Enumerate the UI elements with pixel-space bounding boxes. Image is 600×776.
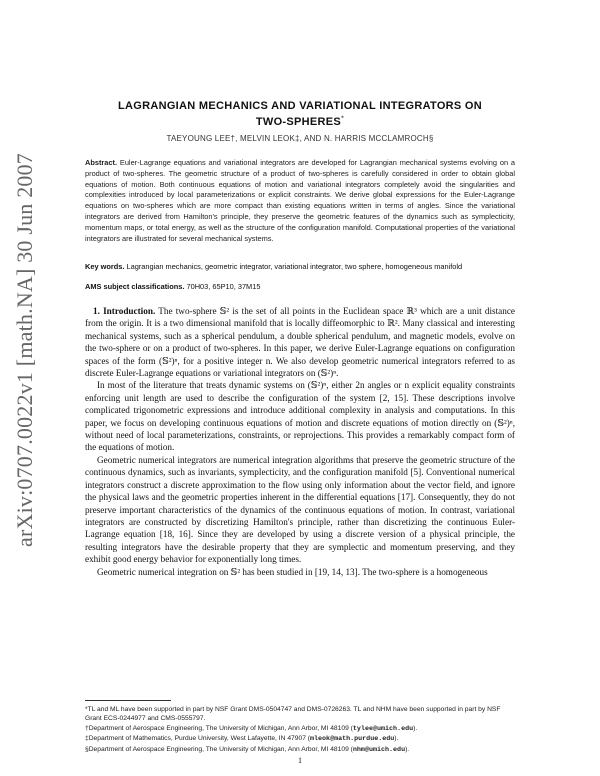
- footnote-author-3-email[interactable]: nhm@umich.edu: [352, 745, 406, 754]
- footnote-author-2-affil: ‡Department of Mathematics, Purdue University, West Lafayette, IN 47907 (: [85, 735, 310, 743]
- title-line-2-text: TWO-SPHERES: [255, 116, 342, 128]
- footnote-author-1-email[interactable]: tylee@umich.edu: [352, 724, 414, 733]
- body-text: [85, 305, 515, 578]
- title-footnote-marker: *: [341, 115, 345, 123]
- title-line-2: [80, 114, 520, 130]
- footnote-author-3-close: ).: [405, 745, 410, 753]
- intro-paragraph-3: Geometric numerical integrators are numerical integration algorithms that preserve the geometric structure of the continuous dynamics, such as invariants, symplecticity, and the configuration manifold [5]. Conventional numerical integrators construct a discrete approximation to the flow using only information about the vector field, and ignore the physical laws and the geometric properties inherent in the differential equations [17]. Consequently, they do not preserve important characteristics of the dynamics of the continuous equations of motion. In contrast, variational integrators are constructed by discretizing Hamilton's principle, rather than discretizing the continuous Euler-Lagrange equation [18, 16]. Since they are developed by using a discrete version of a physical principle, the resulting integrators have the desirable property that they are symplectic and momentum preserving, and they exhibit good energy behavior for exponentially long times.: [85, 454, 515, 565]
- footnote-author-3-affil: §Department of Aerospace Engineering, The University of Michigan, Ann Arbor, MI 48109 (: [85, 745, 353, 753]
- keywords-text: Lagrangian mechanics, geometric integrator, variational integrator, two sphere, homogeneous manifold: [126, 262, 463, 271]
- intro-paragraph-4: Geometric numerical integration on 𝕊² has been studied in [19, 14, 13]. The two-sphere is a homogeneous: [97, 566, 488, 577]
- intro-paragraph-2: In most of the literature that treats dynamic systems on (𝕊²)ⁿ, either 2n angles or n explicit equality constraints enforcing unit length are used to describe the configuration of the system [2, 15]. These descriptions involve complicated trigonometric expressions and introduce additional complexity in analysis and computations. In this paper, we focus on developing continuous equations of motion and discrete equations of motion directly on (𝕊²)ⁿ, without need of local parameterizations, constraints, or reprojections. This provides a remarkably compact form of the equations of motion.: [85, 380, 515, 453]
- keywords: [85, 262, 515, 272]
- footnote-author-3: [85, 745, 515, 755]
- abstract: [85, 158, 515, 244]
- intro-paragraph-1-text: The two-sphere 𝕊² is the set of all points in the Euclidean space ℝ³ which are a unit distance from the origin. It is a two dimensional manifold that is locally diffeomorphic to ℝ². Many classical and interesting mechanical systems, such as a spherical pendulum, a double spherical pendulum, and magnetic models, evolve on the two-sphere or on a product of two-spheres. In this paper, we derive Euler-Lagrange equations on configuration spaces of the form (𝕊²)ⁿ, for a positive integer n. We also develop geometric numerical integrators referred to as discrete Euler-Lagrange equations or variational integrators on (𝕊²)ⁿ.: [85, 306, 515, 379]
- footnote-author-1: [85, 724, 515, 734]
- arxiv-stamp-text: arXiv:0707.0022v1 [math.NA] 30 Jun 2007: [12, 153, 38, 547]
- paper-title: [80, 98, 520, 130]
- footnote-rule: [85, 700, 171, 701]
- title-line-1: LAGRANGIAN MECHANICS AND VARIATIONAL INTEGRATORS ON: [117, 100, 483, 112]
- ams-text: 70H03, 65P10, 37M15: [186, 282, 261, 291]
- arxiv-stamp: [4, 130, 46, 570]
- author-list: TAEYOUNG LEE†, MELVIN LEOK‡, AND N. HARRIS MCCLAMROCH§: [166, 134, 434, 143]
- ams-label: AMS subject classifications.: [85, 282, 185, 291]
- section-heading: 1. Introduction.: [93, 306, 156, 316]
- intro-paragraph-1: [85, 305, 515, 379]
- keywords-label: Key words.: [85, 262, 125, 271]
- footnote-author-2-close: ).: [394, 735, 399, 743]
- footnote-author-1-affil: †Department of Aerospace Engineering, The University of Michigan, Ann Arbor, MI 48109 (: [85, 724, 353, 732]
- abstract-text: Euler-Lagrange equations and variational integrators are developed for Lagrangian mechanical systems evolving on a product of two-spheres. The geometric structure of a product of two-spheres is carefully considered in order to obtain global equations of motion. Both continuous equations of motion and variational integrators completely avoid the singularities and complexities introduced by local parameterizations or explicit constraints. We derive global expressions for the Euler-Lagrange equations on two-spheres which are more compact than existing equations written in terms of angles. Since the variational integrators are derived from Hamilton's principle, they preserve the geometric features of the dynamics such as symplecticity, momentum maps, or total energy, as well as the structure of the configuration manifold. Computational properties of the variational integrators are illustrated for several mechanical systems.: [85, 158, 515, 243]
- footnote-funding: *TL and ML have been supported in part by NSF Grant DMS-0504747 and DMS-0726263. TL and NHM have been supported in part by NSF Grant ECS-0244977 and CMS-0555797.: [85, 706, 501, 723]
- page-number: 1: [298, 756, 302, 765]
- footnotes: [85, 705, 515, 755]
- abstract-label: Abstract.: [85, 158, 118, 167]
- ams-classifications: [85, 282, 515, 292]
- footnote-author-2: [85, 734, 515, 744]
- footnote-author-1-close: ).: [413, 724, 418, 732]
- footnote-author-2-email[interactable]: mleok@math.purdue.edu: [310, 735, 395, 744]
